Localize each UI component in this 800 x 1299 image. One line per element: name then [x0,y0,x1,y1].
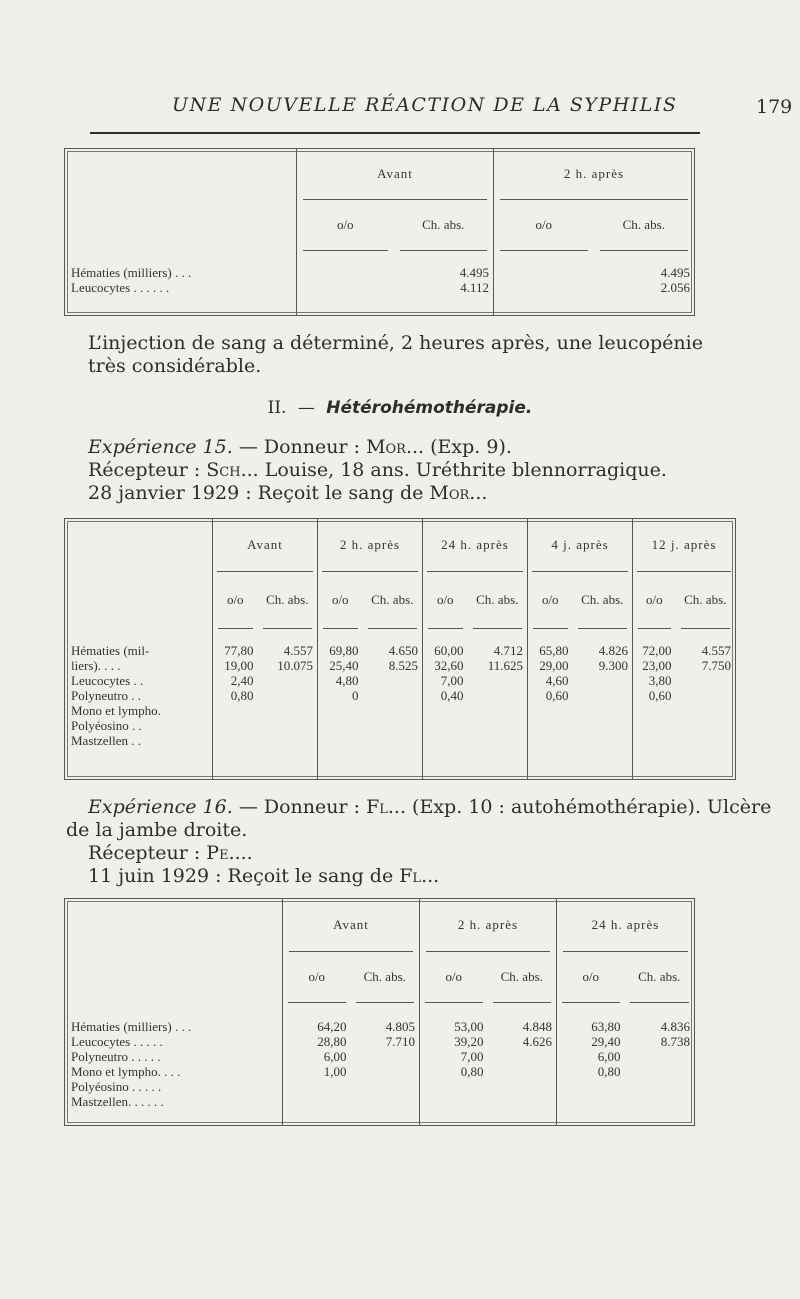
cell-value: 29,40 [591,1033,621,1049]
cell-value: 53,00 [454,1018,484,1034]
row-label: Mastzellen. . . . . . [71,1093,164,1109]
sub-header-pct: o/o [423,572,468,628]
cell-value: 7,00 [440,672,464,688]
cell-value: 10.075 [277,657,313,673]
row-label: liers). . . . [71,657,121,673]
cell-value: 2.056 [660,279,690,295]
cell-value: 4.650 [388,642,418,658]
sub-header-abs: Ch. abs. [476,592,519,607]
recipient-name: Pe [206,842,229,864]
sub-header-pct: o/o [633,572,676,628]
cell-value: 4.848 [522,1018,552,1034]
cell-value: 4,60 [545,672,569,688]
cell-value: 3,80 [648,672,672,688]
cell-value: 4,80 [335,672,359,688]
sub-header-abs: Ch. abs. [266,592,309,607]
col-group-24h: 24 h. après [557,899,695,951]
experience-title: Expérience 15. [88,436,233,458]
row-label: Polyneutro . . [71,687,142,703]
sub-header-pct: o/o [318,572,363,628]
cell-value: 0,80 [460,1063,484,1079]
cell-value: 4.712 [493,642,523,658]
section-dash: — [297,398,315,418]
cell-value: 0,60 [545,687,569,703]
col-group-12j: 12 j. après [633,519,736,571]
sub-header-abs: Ch. abs. [363,968,406,984]
cell-value: 77,80 [224,642,254,658]
row-label: Hématies (milliers) . . . [71,1018,192,1034]
cell-value: 9.300 [598,657,629,673]
row-label: Hématies (milliers) . . . [71,264,192,280]
col-group-avant: Avant [297,149,494,199]
sub-header-pct: o/o [557,952,625,1002]
sub-header-pct: o/o [420,952,488,1002]
sub-header-pct: o/o [283,952,351,1002]
cell-value: 69,80 [329,642,359,658]
experience-15: Expérience 15. — Donneur : Mor... (Exp. 9). Récepteur : Sch... Louise, 18 ans. Uréthrite blennorragique. 28 janvier 1929 : Reçoit le sang de Mor... [88,436,667,504]
sub-header: o/o [297,200,394,250]
row-label: Polyéosino . . . . . [71,1078,162,1094]
sub-header: o/o [494,200,594,250]
cell-value: 1,00 [323,1063,347,1079]
cell-value: 0,60 [648,687,672,703]
row-label: Mono et lympho. [71,702,161,718]
col-group-2h: 2 h. après [494,149,695,199]
cell-value: 4.557 [701,642,732,658]
sub-header: Ch. abs. [422,216,465,232]
cell-value: 65,80 [539,642,569,658]
cell-value: 60,00 [434,642,464,658]
paragraph-injection [88,332,703,378]
col-group-24h: 24 h. après [423,519,528,571]
cell-value: 28,80 [317,1033,347,1049]
cell-value: 6,00 [597,1048,621,1064]
cell-value: 64,20 [317,1018,347,1034]
cell-value: 6,00 [323,1048,347,1064]
table-experience-15 [64,518,736,780]
cell-value: 0,80 [597,1063,621,1079]
running-head-title: UNE NOUVELLE RÉACTION DE LA SYPHILIS [172,94,678,116]
sub-header-abs: Ch. abs. [638,968,681,984]
row-label: Polyneutro . . . . . [71,1048,161,1064]
sub-header-pct: o/o [213,572,258,628]
section-number: II. [267,398,287,418]
recipient-name: Sch [206,459,241,481]
running-head [0,92,800,122]
col-group-2h: 2 h. après [318,519,423,571]
experience-title: Expérience 16. [88,796,233,818]
cell-value: 7.750 [701,657,732,673]
cell-value: 8.525 [388,657,418,673]
cell-value: 23,00 [642,657,672,673]
cell-value: 19,00 [224,657,254,673]
col-group-4j: 4 j. après [528,519,633,571]
col-group-2h: 2 h. après [420,899,557,951]
cell-value: 4.495 [459,264,489,280]
table-hematies-leucocytes [64,148,695,316]
section-title: Hétérohémothérapie. [326,398,533,418]
cell-value: 4.626 [522,1033,552,1049]
cell-value: 7.710 [385,1033,415,1049]
row-label: Leucocytes . . [71,672,144,688]
row-label: Mastzellen . . [71,732,142,748]
row-label: Leucocytes . . . . . [71,1033,163,1049]
row-label: Mono et lympho. . . . [71,1063,181,1079]
cell-value: 4.495 [660,264,690,280]
cell-value: 4.557 [283,642,313,658]
cell-value: 2,40 [230,672,254,688]
header-rule [90,132,700,134]
sub-header-abs: Ch. abs. [581,592,624,607]
cell-value: 63,80 [591,1018,621,1034]
paragraph-line: très considérable. [88,355,262,377]
cell-value: 0,80 [230,687,254,703]
donor-name: Fl [399,865,422,887]
cell-value: 72,00 [642,642,672,658]
sub-header-abs: Ch. abs. [500,968,543,984]
cell-value: 39,20 [454,1033,484,1049]
col-group-avant: Avant [213,519,318,571]
table-experience-16 [64,898,695,1126]
cell-value: 4.836 [660,1018,690,1034]
cell-value: 32,60 [434,657,464,673]
paragraph-line: L’injection de sang a déterminé, 2 heures après, une leucopénie [88,332,703,354]
donor-name: Mor [429,482,470,504]
cell-value: 4.826 [598,642,629,658]
cell-value: 11.625 [487,657,523,673]
cell-value: 0 [352,687,359,703]
row-label: Polyéosino . . [71,717,142,733]
cell-value: 8.738 [660,1033,690,1049]
cell-value: 7,00 [460,1048,484,1064]
col-group-avant: Avant [283,899,420,951]
cell-value: 4.112 [460,279,489,295]
section-heading [0,398,800,418]
row-label: Leucocytes . . . . . . [71,279,170,295]
donor-name: Fl [366,796,388,818]
sub-header: Ch. abs. [622,216,665,232]
sub-header-pct: o/o [528,572,573,628]
cell-value: 0,40 [440,687,464,703]
experience-16: Expérience 16. — Donneur : Fl... (Exp. 10 : autohémothérapie). Ulcère de la jambe droite. Récepteur : Pe.... 11 juin 1929 : Reçoit le sang de Fl... [66,796,772,887]
cell-value: 29,00 [539,657,569,673]
page-number: 179 [756,96,793,118]
sub-header-abs: Ch. abs. [371,592,414,607]
row-label: Hématies (mil- [71,642,150,658]
sub-header-abs: Ch. abs. [684,592,727,607]
donor-name: Mor [366,436,406,458]
cell-value: 25,40 [329,657,359,673]
cell-value: 4.805 [385,1018,415,1034]
